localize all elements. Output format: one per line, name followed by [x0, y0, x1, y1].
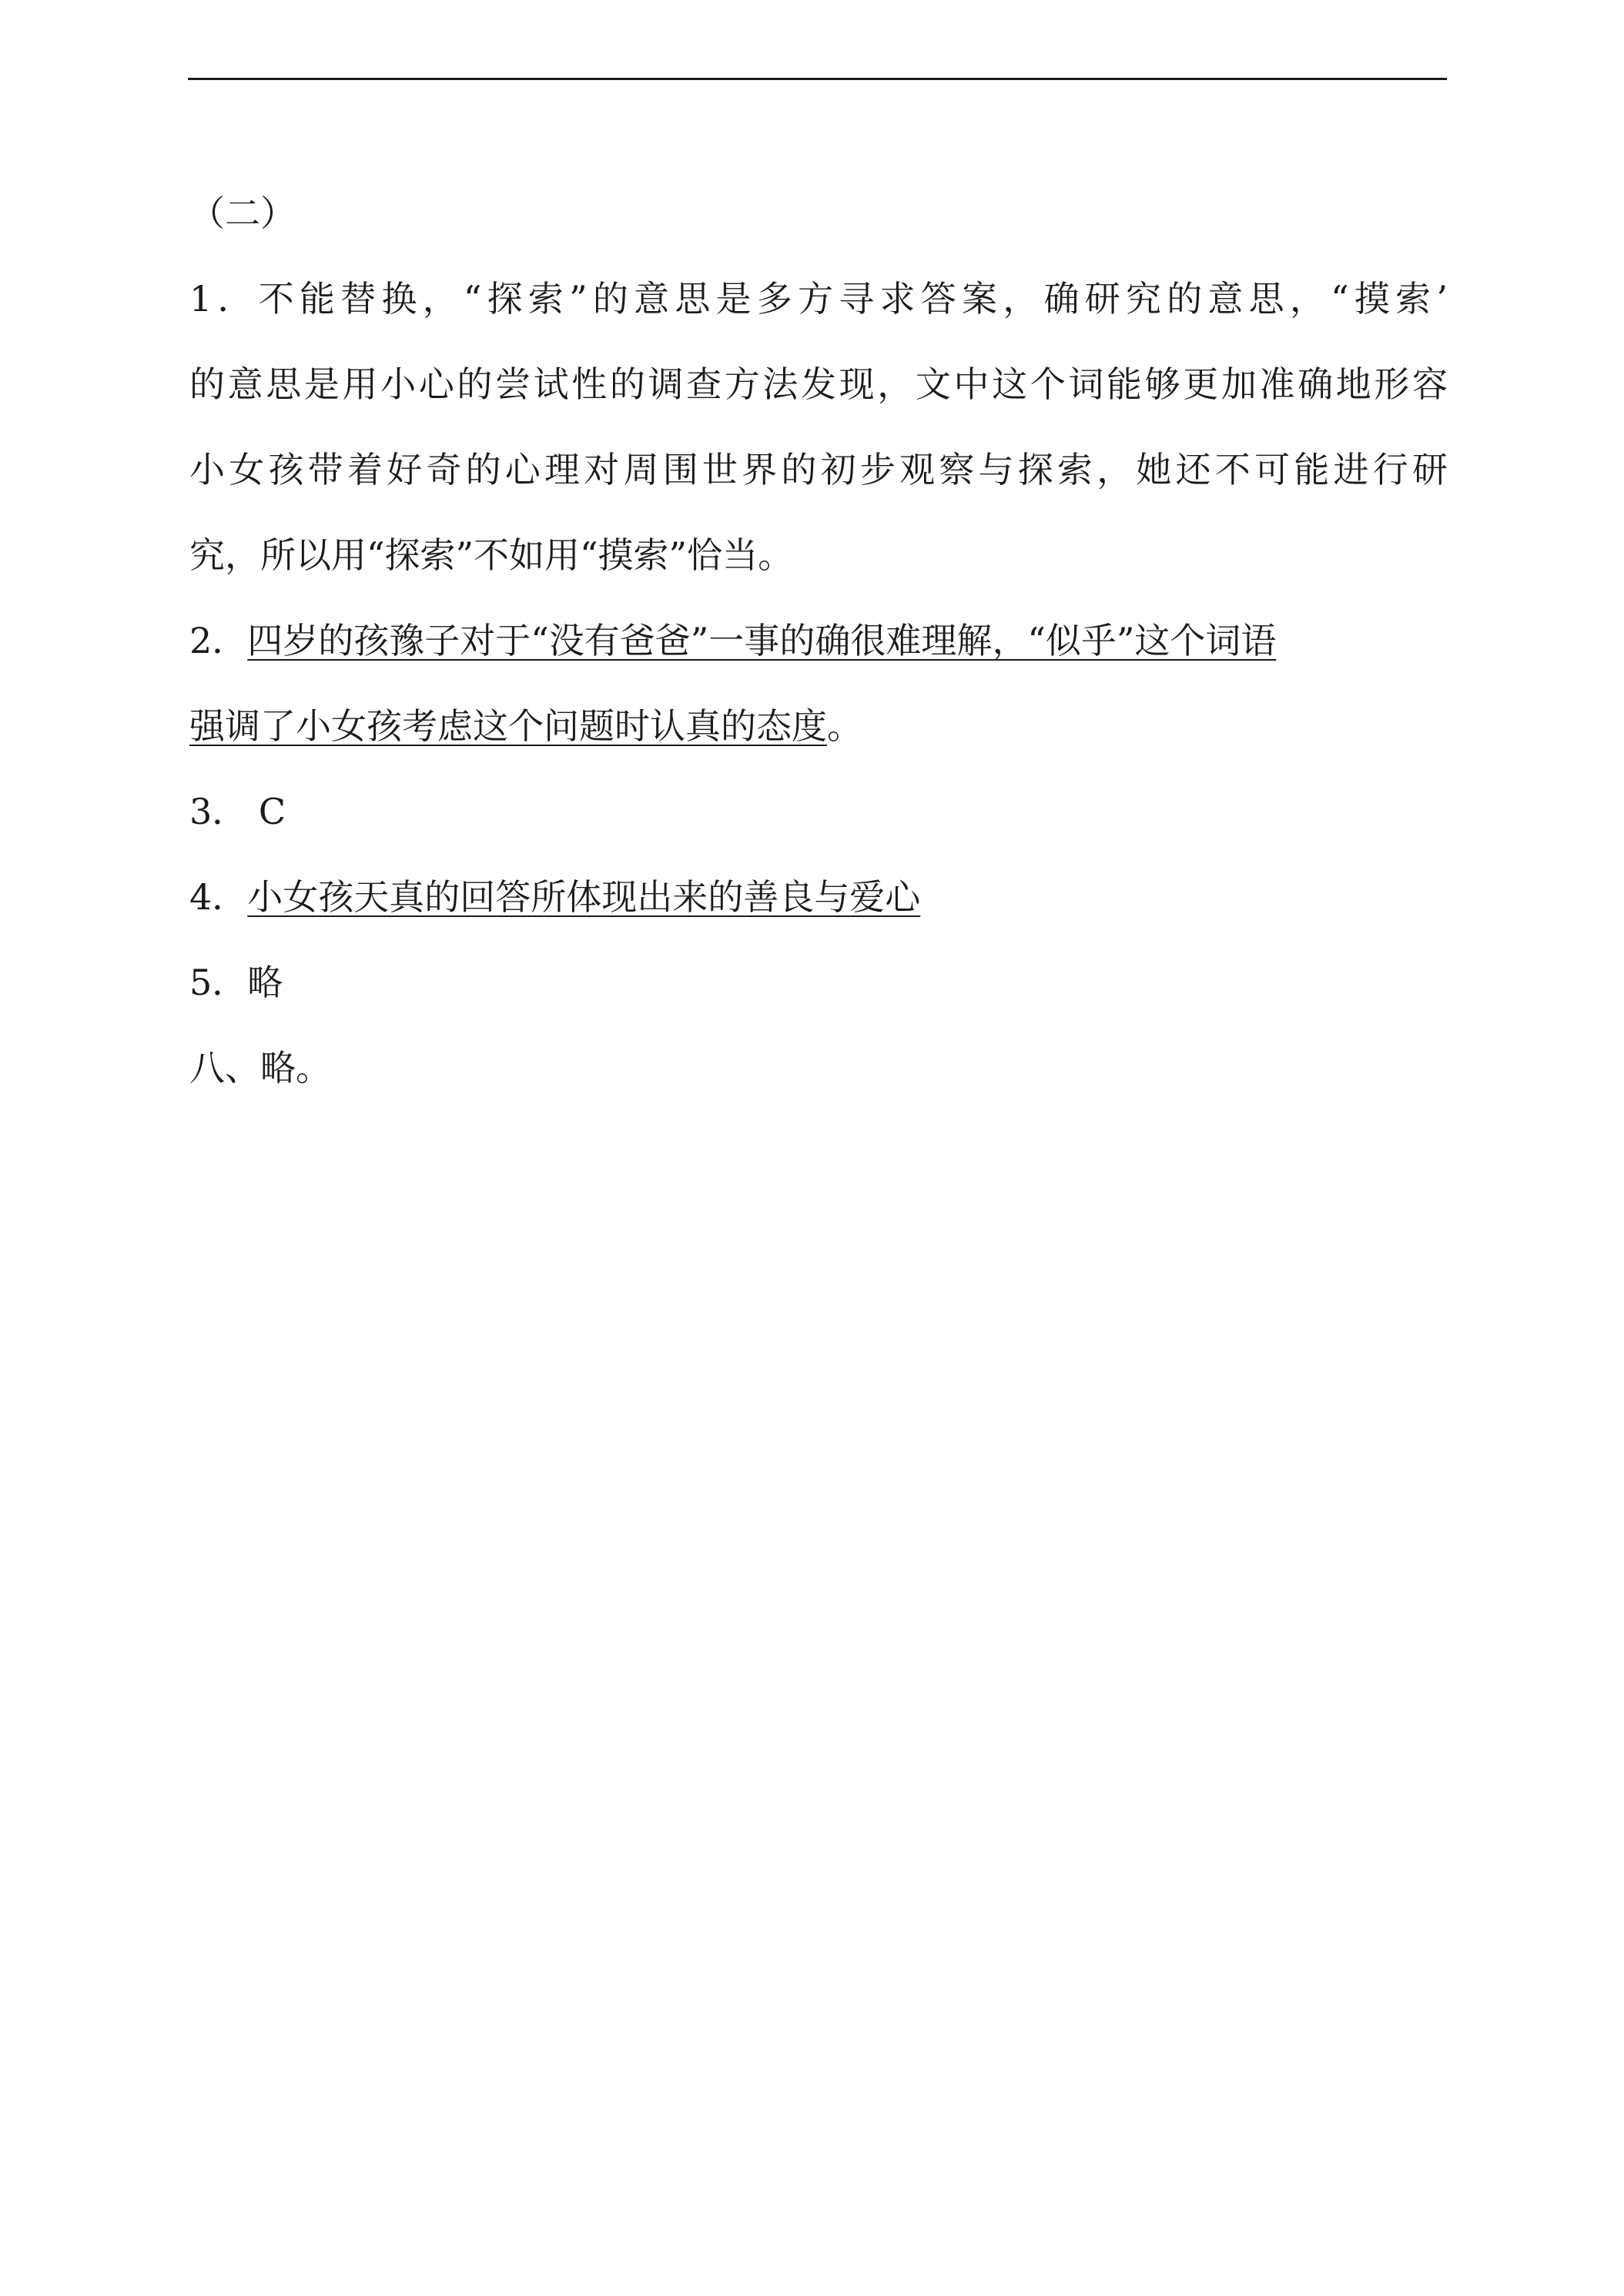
answer-2-line-2: [189, 684, 1448, 769]
answer-1-line-3: 小女孩带着好奇的心理对周围世界的初步观察与探索，她还不可能进行研: [189, 449, 1448, 490]
answer-3: 3． C: [189, 791, 286, 832]
answer-1-line-4: 究，所以用“探索”不如用“摸索”恰当。: [189, 534, 794, 576]
answer-content: [189, 171, 1448, 1111]
answer-2-end-punct: 。: [827, 705, 862, 747]
answer-4: [189, 855, 1448, 940]
header-rule: [188, 78, 1447, 80]
section-8: 八、略。: [189, 1047, 331, 1089]
answer-2-underlined-text-2: 强调了小女孩考虑这个问题时认真的态度: [189, 705, 827, 747]
answer-2-underlined-text-1: 四岁的孩豫子对于“没有爸爸”一事的确很难理解，“似乎”这个词语: [247, 620, 1277, 661]
answer-1-line-1: 1．不能替换，“探索”的意思是多方寻求答案，确研究的意思，“摸索’: [189, 278, 1448, 320]
answer-4-underlined-text: 小女孩天真的回答所体现出来的善良与爱心: [247, 876, 921, 918]
answer-2-line-1: [189, 598, 1448, 684]
answer-1-line-2: 的意思是用小心的尝试性的调查方法发现，文中这个词能够更加准确地形容: [189, 363, 1448, 405]
section-heading: （二）: [189, 192, 296, 234]
answer-5: 5．略: [189, 962, 283, 1003]
answer-4-number: 4．: [189, 876, 248, 918]
answer-2-number: 2．: [189, 620, 248, 661]
